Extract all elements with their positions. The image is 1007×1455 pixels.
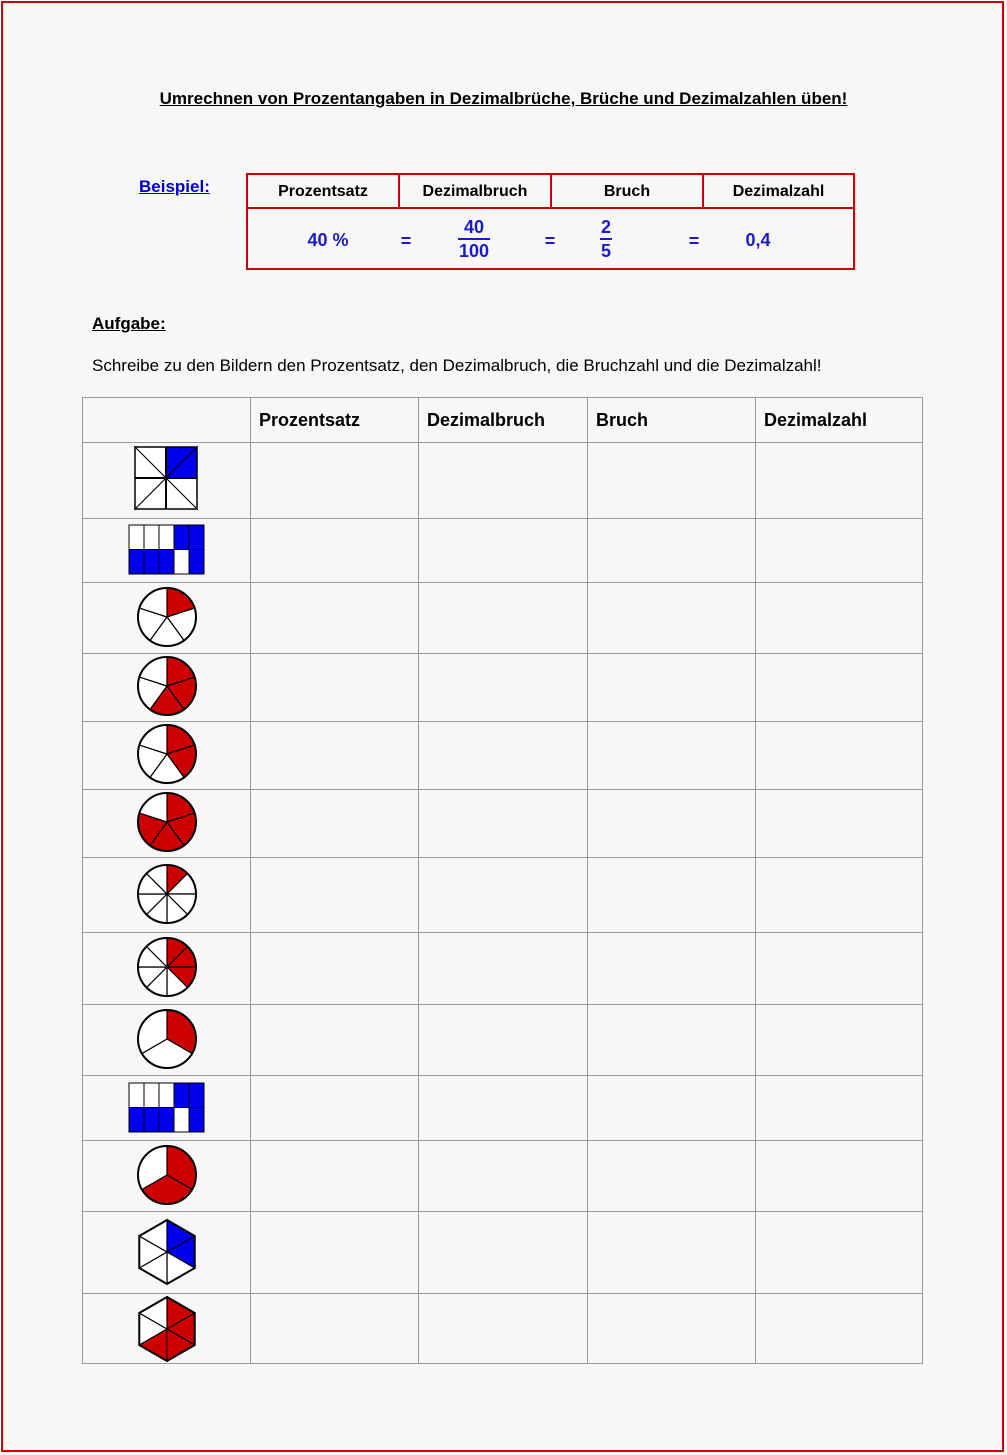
decimal-number-answer-cell[interactable] <box>756 933 923 1004</box>
fraction-bar <box>458 238 490 240</box>
percent-answer-cell[interactable] <box>251 1141 418 1211</box>
empty-cell <box>159 1083 174 1108</box>
hexagon-6-parts-2-blue-picture <box>131 1217 203 1287</box>
task-instruction: Schreibe zu den Bildern den Prozentsatz, den Dezimalbruch, die Bruchzahl und die Dezimalzahl! <box>92 356 822 375</box>
decimal-number-answer-cell[interactable] <box>756 858 923 932</box>
example-percent: 40 % <box>307 230 349 250</box>
decimal-number-answer-cell[interactable] <box>756 443 923 518</box>
shaded-cell <box>129 550 144 575</box>
decimal-fraction-answer-cell[interactable] <box>419 1212 586 1293</box>
example-equals-1: = <box>400 231 412 251</box>
fraction-answer-cell[interactable] <box>588 1141 755 1211</box>
circle-5-parts-3-red-picture <box>131 652 203 722</box>
circle-3-parts-1-red-picture <box>131 1005 203 1075</box>
example-equals-2: = <box>544 231 556 251</box>
circle-8-parts-3-red-picture <box>131 933 203 1003</box>
square-8-parts-2-blue-picture <box>131 445 203 515</box>
empty-cell <box>144 1083 159 1108</box>
example-fraction <box>596 217 616 261</box>
fraction-answer-cell[interactable] <box>588 933 755 1004</box>
decimal-fraction-numerator: 40 <box>463 217 485 237</box>
shaded-cell <box>144 550 159 575</box>
fraction-answer-cell[interactable] <box>588 722 755 789</box>
shaded-cell <box>144 1107 159 1132</box>
shaded-cell <box>129 1107 144 1132</box>
circle-5-parts-4-red-picture <box>131 788 203 858</box>
decimal-fraction-answer-cell[interactable] <box>419 1005 586 1075</box>
decimal-number-answer-cell[interactable] <box>756 1212 923 1293</box>
empty-cell <box>174 1107 189 1132</box>
decimal-fraction-answer-cell[interactable] <box>419 654 586 721</box>
example-decimal-number: 0,4 <box>745 230 771 250</box>
percent-answer-cell[interactable] <box>251 933 418 1004</box>
shaded-cell <box>174 525 189 550</box>
percent-answer-cell[interactable] <box>251 654 418 721</box>
decimal-number-answer-cell[interactable] <box>756 654 923 721</box>
circle-5-parts-1-red-picture <box>131 583 203 653</box>
fraction-answer-cell[interactable] <box>588 1294 755 1364</box>
example-header-row <box>248 175 853 209</box>
decimal-number-answer-cell[interactable] <box>756 519 923 582</box>
decimal-number-answer-cell[interactable] <box>756 1294 923 1364</box>
column-header-percent: Prozentsatz <box>259 410 361 430</box>
fraction-numerator: 2 <box>600 217 611 237</box>
fraction-answer-cell[interactable] <box>588 1076 755 1140</box>
fraction-answer-cell[interactable] <box>588 583 755 653</box>
percent-answer-cell[interactable] <box>251 443 418 518</box>
percent-answer-cell[interactable] <box>251 1076 418 1140</box>
empty-cell <box>129 525 144 550</box>
decimal-number-answer-cell[interactable] <box>756 1005 923 1075</box>
example-header-percent: Prozentsatz <box>248 175 400 207</box>
column-header-decimal-fraction: Dezimalbruch <box>427 410 546 430</box>
decimal-fraction-answer-cell[interactable] <box>419 583 586 653</box>
decimal-number-answer-cell[interactable] <box>756 1141 923 1211</box>
empty-cell <box>174 550 189 575</box>
percent-answer-cell[interactable] <box>251 1294 418 1364</box>
decimal-fraction-answer-cell[interactable] <box>419 1141 586 1211</box>
decimal-fraction-answer-cell[interactable] <box>419 858 586 932</box>
decimal-number-answer-cell[interactable] <box>756 722 923 789</box>
example-equals-3: = <box>688 231 700 251</box>
decimal-number-answer-cell[interactable] <box>756 583 923 653</box>
fraction-answer-cell[interactable] <box>588 858 755 932</box>
percent-answer-cell[interactable] <box>251 722 418 789</box>
circle-8-parts-1-red-picture <box>131 860 203 930</box>
task-table <box>82 397 923 1364</box>
fraction-bar <box>600 238 612 240</box>
fraction-answer-cell[interactable] <box>588 1212 755 1293</box>
example-header-decimal-fraction: Dezimalbruch <box>400 175 552 207</box>
decimal-fraction-answer-cell[interactable] <box>419 519 586 582</box>
percent-answer-cell[interactable] <box>251 583 418 653</box>
shaded-cell <box>189 1107 204 1132</box>
decimal-fraction-answer-cell[interactable] <box>419 443 586 518</box>
fraction-answer-cell[interactable] <box>588 654 755 721</box>
example-header-fraction: Bruch <box>552 175 704 207</box>
empty-cell <box>144 525 159 550</box>
percent-answer-cell[interactable] <box>251 790 418 857</box>
example-table <box>246 173 855 270</box>
decimal-fraction-denominator: 100 <box>458 241 490 261</box>
column-header-fraction: Bruch <box>596 410 649 430</box>
shaded-cell <box>189 525 204 550</box>
decimal-fraction-answer-cell[interactable] <box>419 1076 586 1140</box>
task-label: Aufgabe: <box>92 314 166 333</box>
percent-answer-cell[interactable] <box>251 858 418 932</box>
rect-10-parts-6-blue-picture <box>128 1082 206 1134</box>
percent-answer-cell[interactable] <box>251 1212 418 1293</box>
fraction-answer-cell[interactable] <box>588 519 755 582</box>
shaded-cell <box>174 1083 189 1108</box>
example-label: Beispiel: <box>139 177 210 196</box>
example-header-decimal-number: Dezimalzahl <box>732 183 825 200</box>
decimal-number-answer-cell[interactable] <box>756 1076 923 1140</box>
percent-answer-cell[interactable] <box>251 1005 418 1075</box>
fraction-answer-cell[interactable] <box>588 790 755 857</box>
rect-10-parts-6-blue-picture <box>128 524 206 576</box>
shaded-cell <box>159 1107 174 1132</box>
column-header-decimal-number: Dezimalzahl <box>764 410 868 430</box>
example-decimal-fraction <box>452 217 496 261</box>
decimal-fraction-answer-cell[interactable] <box>419 933 586 1004</box>
percent-answer-cell[interactable] <box>251 519 418 582</box>
shaded-cell <box>159 550 174 575</box>
fraction-answer-cell[interactable] <box>588 443 755 518</box>
shaded-cell <box>189 550 204 575</box>
page-title: Umrechnen von Prozentangaben in Dezimalbrüche, Brüche und Dezimalzahlen üben! <box>159 89 848 108</box>
decimal-number-answer-cell[interactable] <box>756 790 923 857</box>
hexagon-6-parts-4-red-picture <box>131 1294 203 1364</box>
empty-cell <box>159 525 174 550</box>
fraction-denominator: 5 <box>600 241 611 261</box>
fraction-answer-cell[interactable] <box>588 1005 755 1075</box>
decimal-fraction-answer-cell[interactable] <box>419 1294 586 1364</box>
decimal-fraction-answer-cell[interactable] <box>419 790 586 857</box>
circle-5-parts-2-red-picture <box>131 720 203 790</box>
empty-cell <box>129 1083 144 1108</box>
shaded-cell <box>189 1083 204 1108</box>
circle-3-parts-2-red-picture <box>131 1141 203 1211</box>
decimal-fraction-answer-cell[interactable] <box>419 722 586 789</box>
